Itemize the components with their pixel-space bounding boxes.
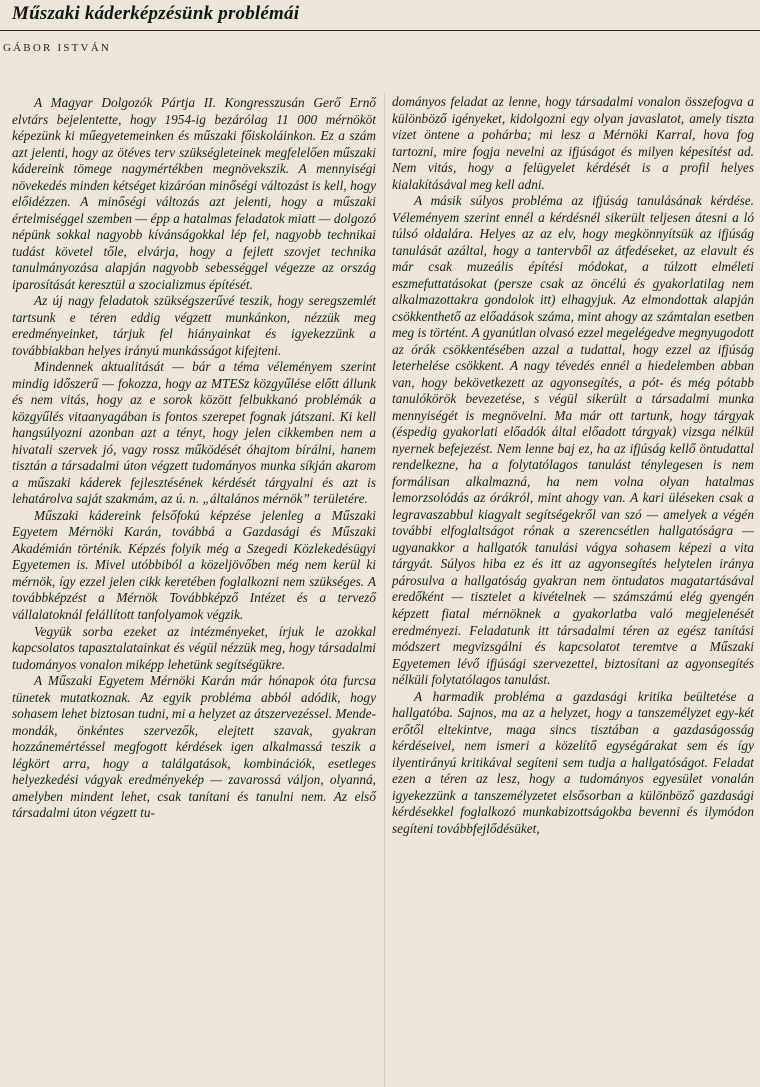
paragraph: A másik súlyos probléma az ifjúság tanulásának kérdése. Véleményem szerint ennél a kérdésnél sikerült teljesen átesni a ló túlsó oldalára. Helyes az az elv, hogy megkönnyítsük az ifjúság tanulását azáltal, hogy a tantervből az átfedéseket, az elavult és már csak muzeális építési módokat, a túlzott elméleti eszmefuttatásokat (persze csak az öncélú és gyakorlatilag nem alkalmazottakra gondolok itt) elhagyjuk. Az elmondottak alapján csökkenthető az előadások száma, mint ahogy az számtalan esetben meg is történt. A gyanútlan olvasó ezzel megelégedve megnyugodott az órák csökkentésében azzal a tudattal, hogy ezzel az ifjúság leterhelése csökkent. A nagy tévedés ennél a hiedelemben abban van, hogy bekövetkezett az agyonsegítés, a pót- és még pótabb tanulókörök bevezetése, s végül sikerült a társadalmi munka mennyiségét is megnövelni. Ma már ott tartunk, hogy tárgyak (éspedig gyakorlati előadók által előadott tárgyak) vizsga nélkül nyernek befejezést. Nem lenne baj ez, ha az ifjúság kellő öntudattal rendelkezne, ha a folytatólagos tanulást ténylegesen is nem formálisan alkalmazná, ha nem volna olyan hatalmas lemorzsolódás az órákról, mint ahogy van. A kari üléseken csak a legravaszabbul kiagyalt segítségekről van szó — amelyek a végén további elfoglaltságot rónak a szerencsétlen hallgatóságra — ugyanakkor a hallgatók tanulási vágya sohasem képezi a vita tárgyát. Súlyos hiba ez és itt az agyonsegítés helytelen iránya párosulva a hallgatóság gyakran nem öntudatos magatartásával eredőként — tisztelet a kivételnek — számszámú elég gyengén képzett fiatal mérnöknek a gyakorlatba való megjelenését eredményezi. Feladatunk itt társadalmi téren az egész tanítási módszert megvizsgálni és kapcsolatot teremtve a Műszaki Egyetemen lévő ifjúsági szervezettel, biztosítani az agyonsegítés nélküli folytatólagos tanulást. bbox=[392, 193, 754, 688]
paragraph-continued: dományos feladat az lenne, hogy társadalmi vonalon összefogva a különböző igényeket, kidolgozni egy olyan javaslatot, amely tiszta vizet öntene a pohárba; mi lesz a Mérnöki Karral, hova fog tartozni, mire fogja nevelni az ifjúságot és milyen képesítést ad. Nem vitás, hogy a felügyelet kérdését is a profil helyes kialakításával meg kell adni. bbox=[392, 94, 754, 192]
paragraph: A harmadik probléma a gazdasági kritika beültetése a hallgatóba. Sajnos, ma az a helyzet, hogy a tanszemélyzet egy-két erőtől eltekintve, maga sincs tisztában a gazdaságosság kérdéseivel, nem ismeri a közelítő egységárakat sem és így ilyentirányú kritikával segíteni sem tudja a hallgatóságot. Feladat ezen a téren az lesz, hogy a tudományos egyesület vonalán igyekezzünk a tanszemélyzetet elsősorban a különböző gazdasági kérdésekkel foglalkozó munkabizottságokba bevenni és ilymódon segíteni továbbfejlődésüket, bbox=[392, 688, 754, 836]
paragraph: A Magyar Dolgozók Pártja II. Kongresszusán Gerő Ernő elvtárs bejelentette, hogy 1954-ig bezárólag 11 000 mérnököt képezünk ki műegyetemeinken és műszaki főiskoláinkon. Ez a szám azt jelenti, hogy az ötéves terv szükségleteinek megfelelően műszaki kádereink tömege nagymértékben megnövekszik. A mennyiségi növekedés minden kétséget kizáróan minőségi változást is kell, hogy előidézzen. A minőségi változás azt jelenti, hogy a műszaki értelmiséggel szemben — épp a hatalmas feladatok miatt — dolgozó népünk sokkal nagyobb kívánságokkal lép fel, nagyobb technikai tudást követel tőle, elvárja, hogy a fejlett szovjet technika tanulmányozása alapján nagyobb sebességgel végezze az ország iparosítását keresztül a szocializmus építését. bbox=[12, 95, 376, 292]
paragraph: Mindennek aktualitását — bár a téma véleményem szerint mindig időszerű — fokozza, hogy az MTESz közgyűlése előtt állunk és nem vitás, hogy az e sorok között felbukkanó problémák a közgyűlés vitaanyagában is fontos szerepet fognak játszani. Ki kell hangsúlyozni azonban azt a tényt, hogy jelen cikkemben nem a hivatali szervek jó, vagy rossz működését óhajtom bírálni, hanem tisztán a társadalmi úton végzett tudományos munka síkján akarom a műszaki káderek fejlesztésének kérdését tárgyalni és azt is lehatárolva saját szakmám, az ú. n. „általános mérnök” területére. bbox=[12, 359, 376, 507]
article-author: GÁBOR ISTVÁN bbox=[3, 42, 111, 54]
right-column bbox=[392, 94, 754, 837]
paragraph: Az új nagy feladatok szükségszerűvé teszik, hogy seregszemlét tartsunk e téren eddig végzett munkánkon, nézzük meg eredményeinket, tárjuk fel hiányainkat és igyekezzünk a továbbiakban helyes irányú munkásságot kifejteni. bbox=[12, 293, 376, 358]
left-column bbox=[12, 95, 376, 822]
title-rule bbox=[0, 30, 760, 31]
paragraph: A Műszaki Egyetem Mérnöki Karán már hónapok óta furcsa tünetek mutatkoznak. Az egyik probléma abból adódik, hogy sohasem lehet biztosan tudni, mi a helyzet az átszervezéssel. Mende-mondák, önkéntes szervezők, elejtett szavak, gyakran hozzánemértéssel megfogott kérdések igen alkalmassá teszik a légkört arra, hogy a találgatások, kombinációk, esetleges helyezkedési vágyak eredményekép — zavarossá váljon, olyanná, amelyben mindent lehet, csak tanítani és tanulni nem. Az első társadalmi úton végzett tu- bbox=[12, 673, 376, 821]
paragraph: Vegyük sorba ezeket az intézményeket, írjuk le azokkal kapcsolatos tapasztalatainkat és végül nézzük meg, hogy társadalmi tudományos vonalon miképp lehetünk segítségükre. bbox=[12, 623, 376, 672]
column-divider bbox=[384, 92, 385, 1087]
article-title: Műszaki káderképzésünk problémái bbox=[12, 3, 300, 24]
paragraph: Műszaki kádereink felsőfokú képzése jelenleg a Műszaki Egyetem Mérnöki Karán, továbbá a Gazdasági és Műszaki Akadémián történik. Képzés folyik még a Szegedi Közlekedésügyi Egyetemen is. Mivel utóbbiból a közeljövőben még nem kerül ki mérnök, így ezzel jelen cikk keretében foglalkozni nem szükséges. A továbbképzést a Mérnök Továbbképző Intézet és a tervező vállalatoknál felállított tanfolyamok végzik. bbox=[12, 507, 376, 622]
